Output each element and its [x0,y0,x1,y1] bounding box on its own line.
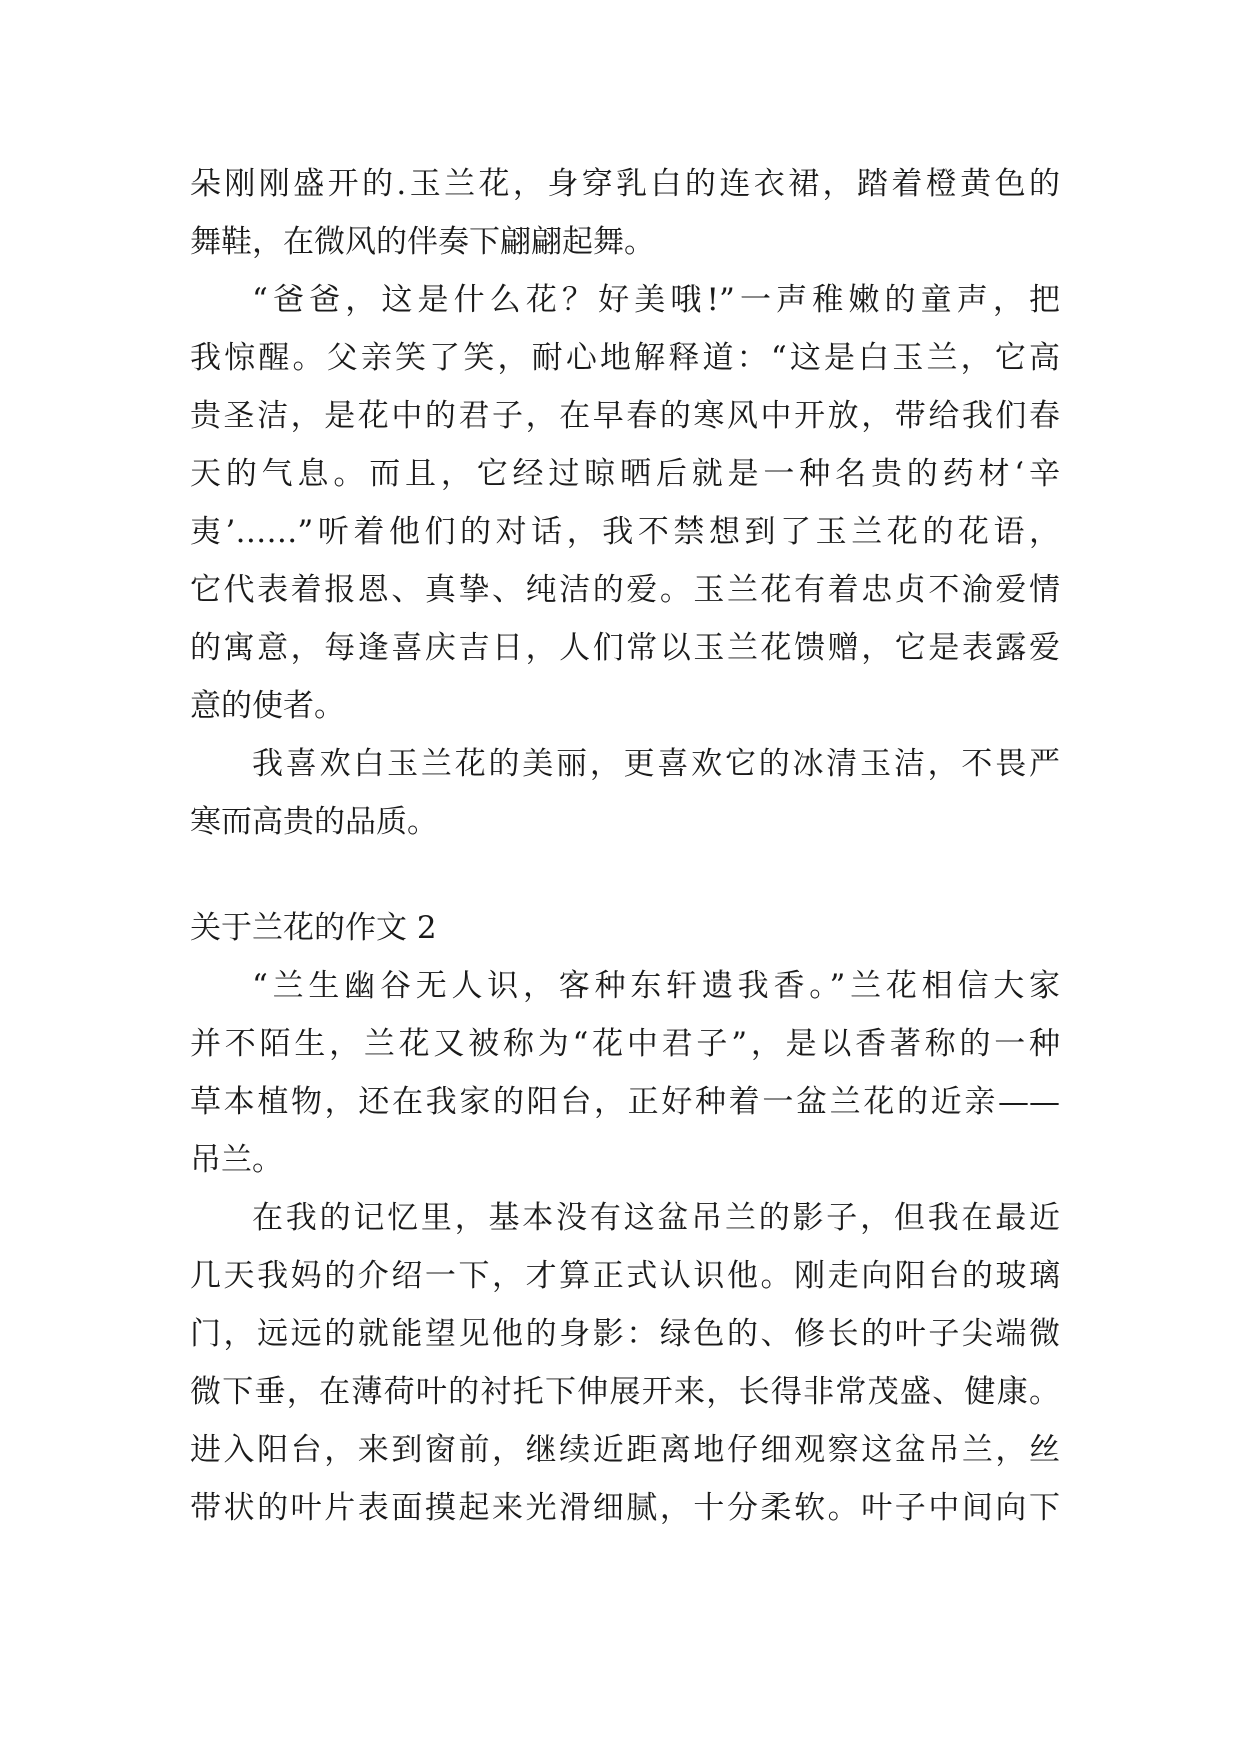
text-line: 天的气息。而且，它经过晾晒后就是一种名贵的药材‘辛 [190,456,1060,492]
paragraph-4 [190,957,1060,1189]
text-line: 并不陌生，兰花又被称为“花中君子”，是以香著称的一种 [190,1026,1060,1062]
paragraph-2 [190,271,1060,735]
text-line: 朵刚刚盛开的.玉兰花，身穿乳白的连衣裙，踏着橙黄色的 [190,166,1060,202]
section-gap [190,851,1060,899]
text-line: 舞鞋，在微风的伴奏下翩翩起舞。 [190,224,655,260]
text-line: 夷’……”听着他们的对话，我不禁想到了玉兰花的花语， [190,514,1060,550]
text-line: “爸爸，这是什么花？好美哦!”一声稚嫩的童声，把 [252,282,1060,318]
text-line: 草本植物，还在我家的阳台，正好种着一盆兰花的近亲—— [190,1084,1060,1120]
text-line: 我惊醒。父亲笑了笑，耐心地解释道：“这是白玉兰，它高 [190,340,1060,376]
text-line: 贵圣洁，是花中的君子，在早春的寒风中开放，带给我们春 [190,398,1060,434]
text-line: 带状的叶片表面摸起来光滑细腻，十分柔软。叶子中间向下 [190,1490,1060,1526]
text-line: 吊兰。 [190,1142,283,1178]
paragraph-5 [190,1189,1060,1537]
document-body [190,155,1060,1537]
text-line: 进入阳台，来到窗前，继续近距离地仔细观察这盆吊兰，丝 [190,1432,1060,1468]
text-line: 在我的记忆里，基本没有这盆吊兰的影子，但我在最近 [252,1200,1060,1236]
paragraph-3 [190,735,1060,851]
text-line: 我喜欢白玉兰花的美丽，更喜欢它的冰清玉洁，不畏严 [252,746,1060,782]
text-line: 门，远远的就能望见他的身影：绿色的、修长的叶子尖端微 [190,1316,1060,1352]
text-line: 意的使者。 [190,688,345,724]
text-line: 微下垂，在薄荷叶的衬托下伸展开来，长得非常茂盛、健康。 [190,1374,1060,1410]
text-line: 几天我妈的介绍一下，才算正式认识他。刚走向阳台的玻璃 [190,1258,1060,1294]
text-line: “兰生幽谷无人识，客种东轩遗我香。”兰花相信大家 [252,968,1060,1004]
paragraph-1 [190,155,1060,271]
text-line: 寒而高贵的品质。 [190,804,438,840]
text-line: 它代表着报恩、真挚、纯洁的爱。玉兰花有着忠贞不渝爱情 [190,572,1060,608]
text-line: 的寓意，每逢喜庆吉日，人们常以玉兰花馈赠，它是表露爱 [190,630,1060,666]
section-heading: 关于兰花的作文 2 [190,910,437,946]
